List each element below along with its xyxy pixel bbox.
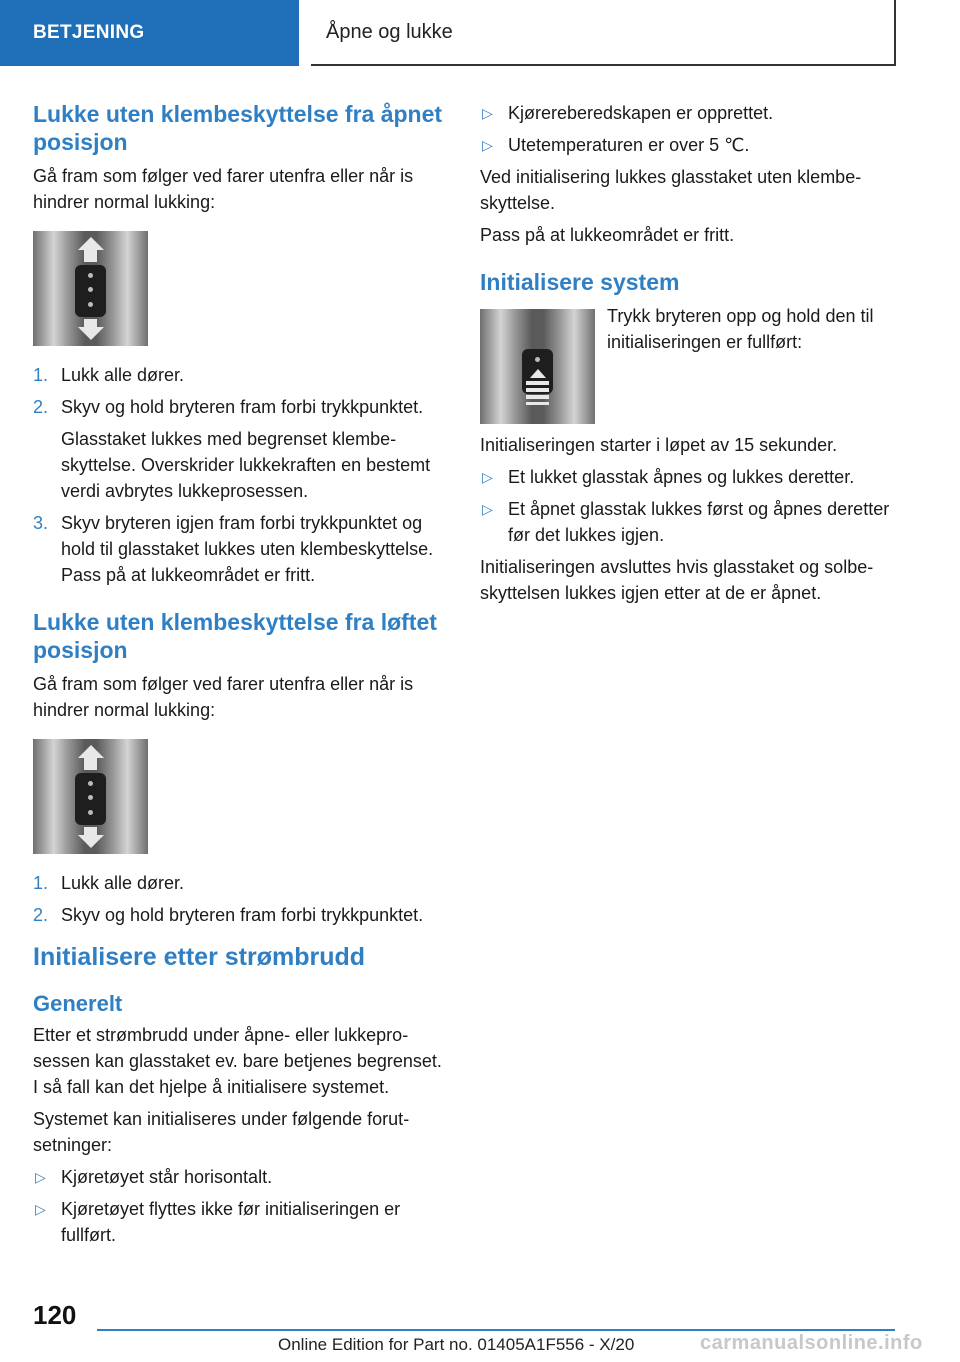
image-caption: Trykk bryteren opp og hold den til initialiseringen er fullført: bbox=[607, 306, 874, 352]
list-item: 2. Skyv og hold bryteren fram forbi trykkpunktet. bbox=[33, 905, 424, 925]
paragraph: Etter et strømbrudd under åpne- eller lukkeprosessen kan glasstaket ev. bare betjenes begrenset. I så fall kan det hjelpe å initialisere systemet. bbox=[33, 1025, 442, 1097]
steps-list bbox=[33, 362, 451, 588]
section-heading: Lukke uten klembeskyttelse fra åpnet posisjon bbox=[33, 101, 443, 155]
switch-illustration bbox=[480, 309, 595, 424]
list-item: ▷ Kjøretøyet flyttes ikke før initialiseringen er fullført. bbox=[33, 1196, 451, 1248]
list-item: ▷ Et lukket glasstak åpnes og lukkes deretter. bbox=[480, 464, 900, 490]
bullet-icon: ▷ bbox=[482, 469, 493, 485]
list-item: ▷ Utetemperaturen er over 5 ℃. bbox=[480, 132, 900, 158]
arrow-up-icon bbox=[78, 745, 104, 758]
steps-list bbox=[33, 870, 451, 928]
bullet-icon: ▷ bbox=[482, 105, 493, 121]
list-item: 2. Skyv og hold bryteren fram forbi trykkpunktet. Glasstaket lukkes med begrenset klembeskyttelse. Overskrider lukkekraften en bestemt verdi avbrytes lukkeprosessen. bbox=[33, 397, 431, 501]
section-heading: Lukke uten klembeskyttelse fra løftet posisjon bbox=[33, 609, 437, 663]
chapter-heading: Initialisere etter strømbrudd bbox=[33, 943, 366, 971]
bullet-icon: ▷ bbox=[482, 501, 493, 517]
page-number: 120 bbox=[33, 1300, 77, 1330]
paragraph: Pass på at lukkeområdet er fritt. bbox=[480, 225, 735, 245]
paragraph: Ved initialisering lukkes glasstaket uten klembeskyttelse. bbox=[480, 167, 862, 213]
watermark: carmanualsonline.info bbox=[700, 1332, 923, 1354]
page-title: Åpne og lukke bbox=[311, 0, 896, 66]
paragraph: Systemet kan initialiseres under følgende forutsetninger: bbox=[33, 1109, 410, 1155]
list-item: 1. Lukk alle dører. bbox=[33, 873, 185, 893]
bullet-icon: ▷ bbox=[482, 137, 493, 153]
arrow-up-icon bbox=[530, 369, 546, 378]
section-tab: BETJENING bbox=[0, 0, 299, 66]
list-item: ▷ Kjørereberedskapen er opprettet. bbox=[480, 100, 900, 126]
bullet-icon: ▷ bbox=[35, 1201, 46, 1217]
edition-text: Online Edition for Part no. 01405A1F556 - X/20 bbox=[278, 1335, 635, 1354]
switch-illustration bbox=[33, 739, 148, 854]
paragraph: Initialiseringen avsluttes hvis glasstaket og solbeskyttelsen lukkes igjen etter at de er åpnet. bbox=[480, 557, 874, 603]
init-figure bbox=[480, 303, 900, 424]
list-item: 3. Skyv bryteren igjen fram forbi trykkpunktet og hold til glasstaket lukkes uten klembeskyttelse. Pass på at lukkeområdet er fritt. bbox=[33, 513, 434, 585]
left-column bbox=[33, 100, 451, 1254]
bullet-list bbox=[480, 100, 900, 158]
arrow-up-icon bbox=[78, 237, 104, 250]
subheading: Generelt bbox=[33, 991, 123, 1016]
intro-text: Gå fram som følger ved farer utenfra eller når is hindrer normal lukking: bbox=[33, 674, 414, 720]
intro-text: Gå fram som følger ved farer utenfra eller når is hindrer normal lukking: bbox=[33, 166, 414, 212]
footer-divider bbox=[97, 1329, 895, 1331]
bullet-icon: ▷ bbox=[35, 1169, 46, 1185]
list-item: ▷ Kjøretøyet står horisontalt. bbox=[33, 1164, 451, 1190]
list-item: ▷ Et åpnet glasstak lukkes først og åpnes deretter før det lukkes igjen. bbox=[480, 496, 900, 548]
arrow-down-icon bbox=[78, 835, 104, 848]
switch-illustration bbox=[33, 231, 148, 346]
right-column bbox=[480, 100, 900, 612]
list-item: 1. Lukk alle dører. bbox=[33, 365, 185, 385]
paragraph: Initialiseringen starter i løpet av 15 sekunder. bbox=[480, 435, 838, 455]
arrow-down-icon bbox=[78, 327, 104, 340]
bullet-list bbox=[33, 1164, 451, 1248]
bullet-list bbox=[480, 464, 900, 548]
section-heading: Initialisere system bbox=[480, 269, 680, 295]
